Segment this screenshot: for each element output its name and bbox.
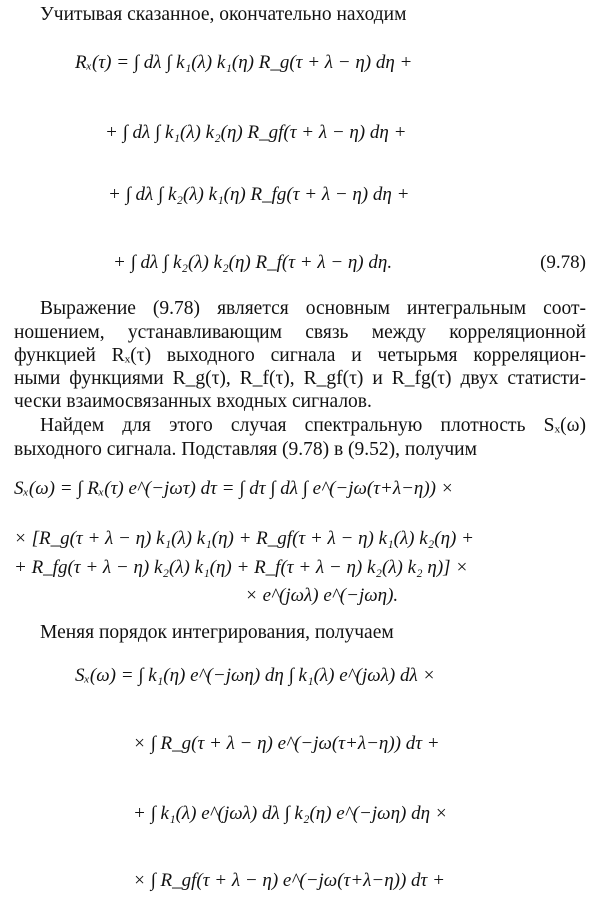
eqS2-line4: × ∫ R_gf(τ + λ − η) e^(−jω(τ+λ−η)) dτ +	[133, 870, 445, 891]
eq978-line3: + ∫ dλ ∫ k₂(λ) k₁(η) R_fg(τ + λ − η) dη +	[108, 184, 410, 205]
para2-line1: Найдем для этого случая спектральную плотность Sₓ(ω)	[40, 415, 586, 436]
para1-line2: ношением, устанавливающим связь между корреляционной	[14, 322, 586, 343]
para1-line5: чески взаимосвязанных входных сигналов.	[14, 391, 372, 412]
para1-line1: Выражение (9.78) является основным интегральным соот-	[40, 298, 586, 319]
intro-text: Учитывая сказанное, окончательно находим	[40, 4, 407, 25]
eq978-number: (9.78)	[540, 252, 586, 273]
eqS-line4: × e^(jωλ) e^(−jωη).	[245, 585, 399, 606]
eqS2-line3: + ∫ k₁(λ) e^(jωλ) dλ ∫ k₂(η) e^(−jωη) dη ×	[133, 803, 448, 824]
eq978-line4: + ∫ dλ ∫ k₂(λ) k₂(η) R_f(τ + λ − η) dη.	[113, 252, 393, 273]
eq978-line1: Rₓ(τ) = ∫ dλ ∫ k₁(λ) k₁(η) R_g(τ + λ − η) dη +	[75, 52, 413, 73]
eqS-line3: + R_fg(τ + λ − η) k₂(λ) k₁(η) + R_f(τ + λ − η) k₂(λ) k₂ η)] ×	[14, 557, 469, 578]
eqS2-line1: Sₓ(ω) = ∫ k₁(η) e^(−jωη) dη ∫ k₁(λ) e^(jωλ) dλ ×	[75, 665, 436, 686]
eq978-line2: + ∫ dλ ∫ k₁(λ) k₂(η) R_gf(τ + λ − η) dη +	[105, 122, 407, 143]
para1-line4: ными функциями R_g(τ), R_f(τ), R_gf(τ) и R_fg(τ) двух статисти-	[14, 368, 586, 389]
eqS2-line2: × ∫ R_g(τ + λ − η) e^(−jω(τ+λ−η)) dτ +	[133, 733, 440, 754]
eqS-line1: Sₓ(ω) = ∫ Rₓ(τ) e^(−jωτ) dτ = ∫ dτ ∫ dλ ∫ e^(−jω(τ+λ−η)) ×	[14, 478, 454, 499]
para2-line2: выходного сигнала. Подставляя (9.78) в (9.52), получим	[14, 439, 477, 460]
eqS-line2: × [R_g(τ + λ − η) k₁(λ) k₁(η) + R_gf(τ + λ − η) k₁(λ) k₂(η) +	[14, 528, 474, 549]
para1-line3: функцией Rₓ(τ) выходного сигнала и четырьмя корреляцион-	[14, 345, 586, 366]
para3-text: Меняя порядок интегрирования, получаем	[40, 622, 394, 643]
